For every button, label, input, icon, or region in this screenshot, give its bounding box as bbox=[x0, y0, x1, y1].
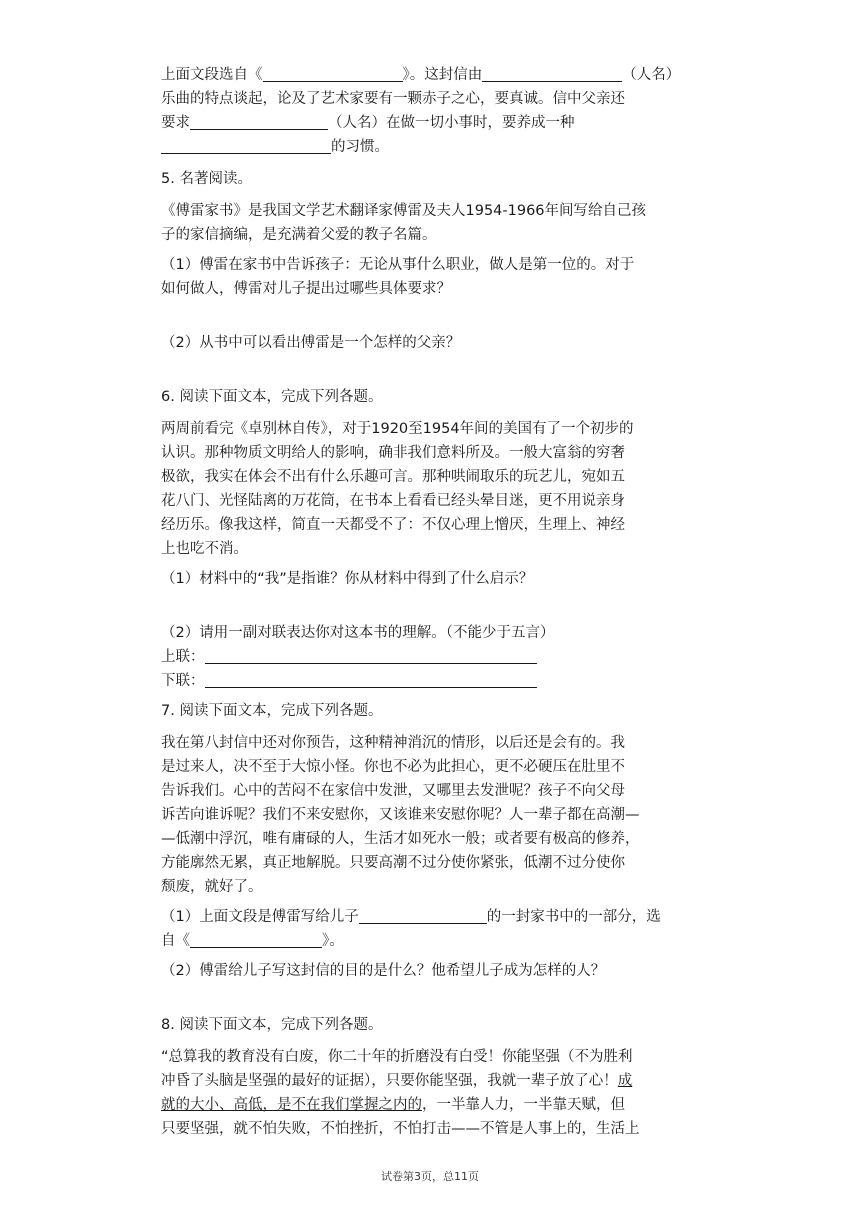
passage-line: 极欲，我实在体会不出有什么乐趣可言。那种哄闹取乐的玩艺儿，宛如五 bbox=[161, 469, 625, 485]
passage-line bbox=[161, 1093, 733, 1117]
passage-line: 诉苦向谁诉呢？我们不来安慰你，又该谁来安慰你呢？人一辈子都在高潮— bbox=[161, 807, 640, 823]
answer-blank[interactable] bbox=[205, 671, 537, 688]
q6-sub1: （1）材料中的“我”是指谁？你从材料中得到了什么启示？ bbox=[161, 571, 534, 587]
text: 上联： bbox=[161, 649, 205, 665]
answer-blank[interactable] bbox=[161, 137, 331, 154]
passage-line bbox=[161, 1069, 733, 1093]
text: 的一封家书中的一部分，选 bbox=[486, 909, 661, 925]
text: 冲昏了头脑是坚强的最好的证据），只要你能坚强，我就一辈子放了心！ bbox=[161, 1073, 618, 1089]
q4-line2: 乐曲的特点谈起，论及了艺术家要有一颗赤子之心，要真诚。信中父亲还 bbox=[161, 91, 625, 107]
text: （人名）在做一切小事时，要养成一种 bbox=[328, 115, 575, 131]
page-footer: 试卷第3页，总11页 bbox=[381, 1170, 479, 1183]
text: 》。这封信由 bbox=[402, 67, 483, 83]
q5-intro-line: 子的家信摘编，是充满着父爱的教子名篇。 bbox=[161, 227, 437, 243]
q8-passage bbox=[161, 1045, 733, 1141]
passage-line: 方能廓然无累，真正地解脱。只要高潮不过分使你紧张，低潮不过分使你 bbox=[161, 855, 625, 871]
passage-line: 上也吃不消。 bbox=[161, 541, 248, 557]
q5-intro-line: 《傅雷家书》是我国文学艺术翻译家傅雷及夫人1954-1966年间写给自己孩 bbox=[161, 203, 647, 219]
passage-line: 我在第八封信中还对你预告，这种精神消沉的情形，以后还是会有的。我 bbox=[161, 735, 625, 751]
answer-blank[interactable] bbox=[482, 65, 622, 82]
q5-heading: 5. 名著阅读。 bbox=[161, 171, 252, 187]
q5-sub2: （2）从书中可以看出傅雷是一个怎样的父亲？ bbox=[161, 335, 461, 351]
q6-sub2: （2）请用一副对联表达你对这本书的理解。（不能少于五言） bbox=[161, 625, 555, 641]
text: 》。 bbox=[322, 933, 344, 949]
text: 上面文段选自《 bbox=[161, 67, 263, 83]
text: （人名） bbox=[622, 67, 681, 83]
q8-heading: 8. 阅读下面文本，完成下列各题。 bbox=[161, 1017, 383, 1033]
underlined-text: 成 bbox=[617, 1073, 633, 1089]
q7-sub2: （2）傅雷给儿子写这封信的目的是什么？他希望儿子成为怎样的人？ bbox=[161, 963, 606, 979]
q4-line4 bbox=[161, 135, 733, 159]
answer-blank[interactable] bbox=[205, 647, 537, 664]
passage-line: “总算我的教育没有白废，你二十年的折磨没有白受！你能坚强（不为胜利 bbox=[161, 1049, 633, 1065]
passage-line: 只要坚强，就不怕失败，不怕挫折，不怕打击——不管是人事上的，生活上 bbox=[161, 1121, 640, 1137]
q5-sub1: （1）傅雷在家书中告诉孩子：无论从事什么职业，做人是第一位的。对于 bbox=[161, 257, 635, 273]
answer-blank[interactable] bbox=[359, 907, 487, 924]
q4-line3 bbox=[161, 111, 733, 135]
q7-sub1 bbox=[161, 929, 733, 953]
passage-line: —低潮中浮沉，唯有庸碌的人，生活才如死水一般；或者要有极高的修养， bbox=[161, 831, 640, 847]
text: 要求 bbox=[161, 115, 190, 131]
passage-line: 两周前看完《卓别林自传》，对于1920至1954年间的美国有了一个初步的 bbox=[161, 421, 634, 437]
q4-line1 bbox=[161, 63, 733, 87]
q7-sub1 bbox=[161, 905, 733, 929]
passage-line: 告诉我们。心中的苦闷不在家信中发泄，又哪里去发泄呢？孩子不向父母 bbox=[161, 783, 625, 799]
text: 的习惯。 bbox=[331, 139, 389, 155]
answer-blank[interactable] bbox=[263, 65, 403, 82]
q6-upper-couplet bbox=[161, 645, 733, 669]
q6-lower-couplet bbox=[161, 669, 733, 693]
passage-line: 是过来人，决不至于大惊小怪。你也不必为此担心，更不必硬压在肚里不 bbox=[161, 759, 625, 775]
text: ，一半靠人力，一半靠天赋，但 bbox=[422, 1097, 625, 1113]
page-content bbox=[161, 63, 733, 1141]
passage-line: 颓废，就好了。 bbox=[161, 879, 263, 895]
q5-sub1: 如何做人，傅雷对儿子提出过哪些具体要求？ bbox=[161, 281, 451, 297]
answer-blank[interactable] bbox=[190, 113, 328, 130]
q6-passage bbox=[161, 417, 733, 561]
passage-line: 认识。那种物质文明给人的影响，确非我们意料所及。一般大富翁的穷奢 bbox=[161, 445, 625, 461]
q7-heading: 7. 阅读下面文本，完成下列各题。 bbox=[161, 703, 383, 719]
passage-line: 经历乐。像我这样，简直一天都受不了：不仅心理上憎厌，生理上、神经 bbox=[161, 517, 625, 533]
answer-blank[interactable] bbox=[190, 931, 322, 948]
text: 自《 bbox=[161, 933, 190, 949]
q7-passage bbox=[161, 731, 733, 899]
text: 下联： bbox=[161, 673, 205, 689]
passage-line: 花八门、光怪陆离的万花筒，在书本上看看已经头晕目迷，更不用说亲身 bbox=[161, 493, 625, 509]
q6-heading: 6. 阅读下面文本，完成下列各题。 bbox=[161, 389, 383, 405]
text: （1）上面文段是傅雷写给儿子 bbox=[161, 909, 359, 925]
underlined-text: 就的大小、高低，是不在我们掌握之内的 bbox=[161, 1097, 422, 1113]
